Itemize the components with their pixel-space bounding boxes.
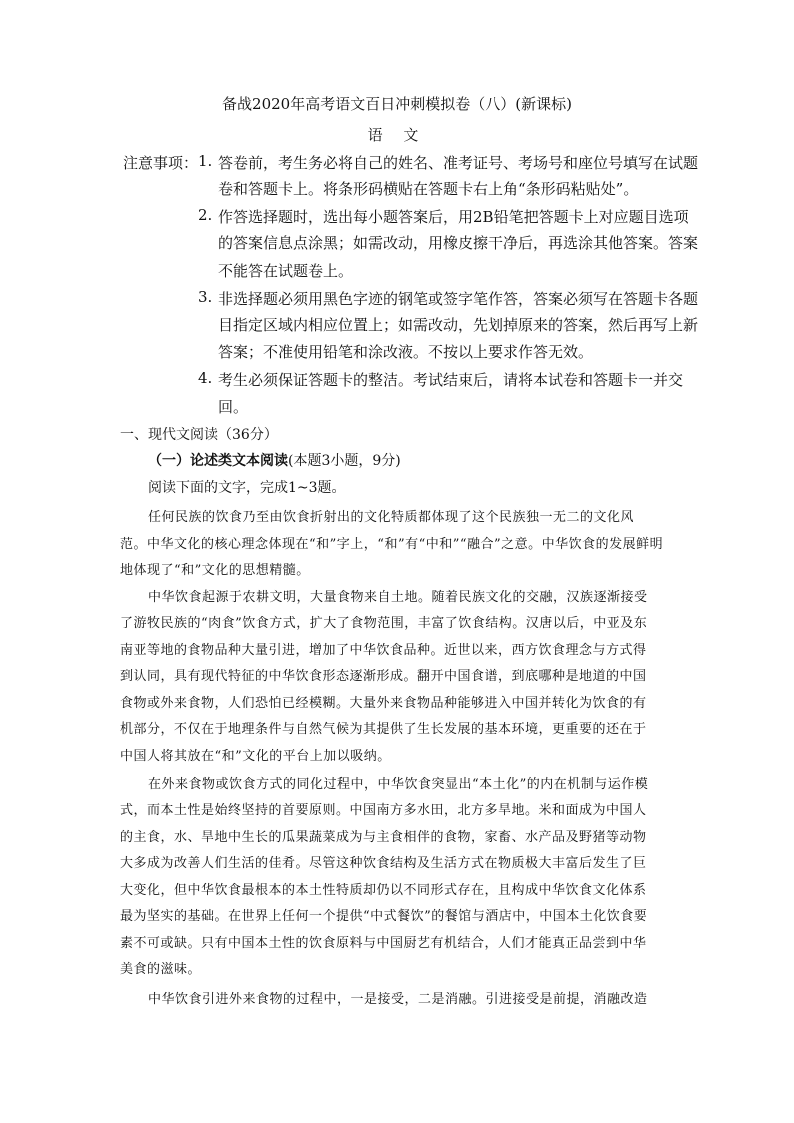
article-line: 任何民族的饮食乃至由饮食折射出的文化特质都体现了这个民族独一无二的文化风: [148, 510, 635, 525]
sub-section-heading: [148, 450, 401, 470]
notice-line: 非选择题必须用黑色字迹的钢笔或签字笔作答，答案必须写在答题卡各题: [218, 290, 699, 308]
article-line: 范。中华文化的核心理念体现在“和”字上，“和”有“中和”“融合”之意。中华饮食的发展鲜明: [120, 537, 664, 552]
article-line: 中国人将其放在“和”文化的平台上加以吸纳。: [120, 749, 391, 764]
article-line: 到认同，具有现代特征的中华饮食形态逐渐形成。翻开中国食谱，到底哪种是地道的中国: [120, 669, 647, 684]
notice-line: 作答选择题时，选出每小题答案后，用2B铅笔把答题卡上对应题目选项: [218, 208, 689, 226]
article-line: 素不可或缺。只有中国本土性的饮食原料与中国厨艺有机结合，人们才能真正品尝到中华: [120, 936, 647, 951]
article-line: 在外来食物或饮食方式的同化过程中，中华饮食突显出“本土化”的内在机制与运作模: [148, 777, 649, 792]
notice-line: 答卷前，考生务必将自己的姓名、准考证号、考场号和座位号填写在试题: [218, 154, 699, 172]
section-heading: 一、现代文阅读（36分）: [120, 427, 278, 443]
article-line: 大变化，但中华饮食最根本的本土性特质却仍以不同形式存在，且构成中华饮食文化体系: [120, 883, 647, 898]
notice-number: 2.: [198, 206, 213, 224]
notice-label: 注意事项：: [123, 154, 199, 172]
article-line: 了游牧民族的“肉食”饮食方式，扩大了食物范围，丰富了饮食结构。汉唐以后，中亚及东: [120, 616, 648, 631]
article-line: 式，而本土性是始终坚持的首要原则。中国南方多水田，北方多旱地。米和面成为中国人: [120, 803, 647, 818]
article-line: 中华饮食引进外来食物的过程中，一是接受，二是消融。引进接受是前提，消融改造: [148, 992, 648, 1007]
notice-number: 1.: [198, 152, 213, 170]
article-line: 美食的滋味。: [120, 962, 202, 977]
notice-number: 3.: [198, 288, 213, 306]
article-line: 的主食，水、旱地中生长的瓜果蔬菜成为与主食相伴的食物，家畜、水产品及野猪等动物: [120, 830, 647, 845]
notice-line: 回。: [218, 398, 249, 416]
notice-line: 答案；不准使用铅笔和涂改液。不按以上要求作答无效。: [218, 343, 594, 361]
article-line: 中华饮食起源于农耕文明，大量食物来自土地。随着民族文化的交融，汉族逐渐接受: [148, 590, 648, 605]
article-line: 机部分，不仅在于地理条件与自然气候为其提供了生长发展的基本环境，更重要的还在于: [120, 722, 647, 737]
notice-line: 的答案信息点涂黑；如需改动，用橡皮擦干净后，再选涂其他答案。答案: [218, 234, 699, 252]
notice-line: 考生必须保证答题卡的整洁。考试结束后，请将本试卷和答题卡一并交: [218, 371, 684, 389]
article-line: 食物或外来食物，人们恐怕已经模糊。大量外来食物品种能够进入中国并转化为饮食的有: [120, 696, 647, 711]
notice-line: 卷和答题卡上。将条形码横贴在答题卡右上角“条形码粘贴处”。: [218, 180, 639, 198]
sub-section-meta: (本题3小题，9分): [288, 453, 401, 469]
sub-section-title: （一）论述类文本阅读: [148, 453, 288, 469]
notice-line: 不能答在试题卷上。: [218, 262, 354, 280]
article-line: 地体现了“和”文化的思想精髓。: [120, 563, 310, 578]
reading-instruction: 阅读下面的文字，完成1~3题。: [148, 480, 346, 496]
article-line: 南亚等地的食物品种大量引进，增加了中华饮食品种。近世以来，西方饮食理念与方式得: [120, 643, 647, 658]
subject-title: 语 文: [367, 126, 427, 144]
article-line: 大多成为改善人们生活的佳肴。尽管这种饮食结构及生活方式在物质极大丰富后发生了巨: [120, 856, 647, 871]
notice-number: 4.: [198, 369, 213, 387]
document-title: 备战2020年高考语文百日冲刺模拟卷（八）(新课标): [222, 95, 572, 113]
article-line: 最为坚实的基础。在世界上任何一个提供“中式餐饮”的餐馆与酒店中，中国本土化饮食要: [120, 909, 648, 924]
notice-line: 目指定区域内相应位置上；如需改动，先划掉原来的答案，然后再写上新: [218, 316, 699, 334]
